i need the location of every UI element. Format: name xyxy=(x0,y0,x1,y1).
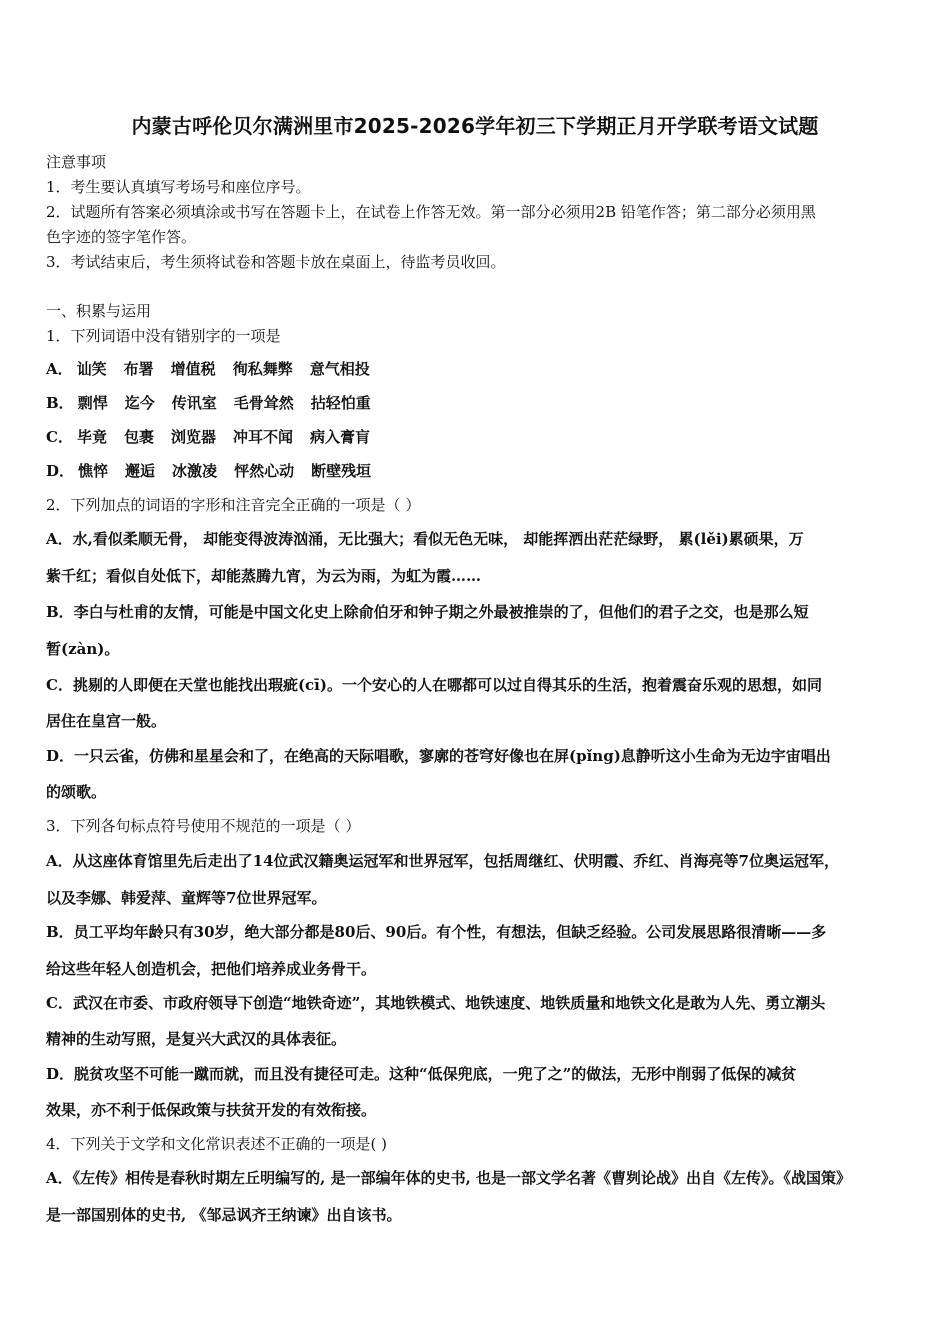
option-label: B． xyxy=(46,394,74,412)
notice-heading: 注意事项 xyxy=(46,153,107,171)
section-heading: 一、积累与运用 xyxy=(46,302,152,320)
word: 迄今 xyxy=(124,394,155,412)
question-1-stem: 1．下列词语中没有错别字的一项是 xyxy=(46,327,281,345)
notice-item-2: 2．试题所有答案必须填涂或书写在答题卡上，在试卷上作答无效。第一部分必须用2B 铅笔作答；第二部分必须用黑 xyxy=(46,203,816,221)
notice-item-3: 3．考试结束后，考生须将试卷和答题卡放在桌面上，待监考员收回。 xyxy=(46,253,506,271)
question-2-option-c-line1: C．挑剔的人即便在天堂也能找出瑕疵(cī)。一个安心的人在哪都可以过自得其乐的生活，抱着震奋乐观的思想，如同 xyxy=(46,676,822,694)
question-3-option-d-line2: 效果，亦不利于低保政策与扶贫开发的有效衔接。 xyxy=(46,1101,377,1119)
question-2-option-c-line2: 居住在皇宫一般。 xyxy=(46,712,167,730)
question-3-option-b-line2: 给这些年轻人创造机会，把他们培养成业务骨干。 xyxy=(46,960,377,978)
question-2-option-b-line2: 暂(zàn)。 xyxy=(46,640,120,658)
question-2-option-a-line1: A．水,看似柔顺无骨， 却能变得波涛汹涌，无比强大；看似无色无味， 却能挥洒出茫茫绿野， 累(lěi)累硕果，万 xyxy=(46,530,804,548)
question-1-option-d xyxy=(46,461,908,481)
question-2-option-a-line2: 紫千红；看似自处低下，却能蒸腾九宵，为云为雨，为虹为霞…… xyxy=(46,567,482,585)
word: 传讯室 xyxy=(171,394,217,412)
word: 布署 xyxy=(123,360,154,378)
word: 毕竟 xyxy=(76,428,107,446)
word: 怦然心动 xyxy=(234,462,295,480)
word: 憔悴 xyxy=(78,462,109,480)
word: 剽悍 xyxy=(77,394,108,412)
option-label: A． xyxy=(46,360,73,378)
question-3-option-a-line2: 以及李娜、韩爱萍、童辉等7位世界冠军。 xyxy=(46,889,327,907)
question-2-option-d-line2: 的颂歌。 xyxy=(46,783,107,801)
word: 讪笑 xyxy=(76,360,107,378)
question-2-option-d-line1: D．一只云雀，仿佛和星星会和了，在绝高的天际唱歌，寥廓的苍穹好像也在屏(pǐng)息静听这小生命为无边宇宙唱出 xyxy=(46,747,831,765)
word: 浏览器 xyxy=(170,428,216,446)
question-4-option-a-line1: A．《左传》相传是春秋时期左丘明编写的, 是一部编年体的史书, 也是一部文学名著《曹刿论战》出自《左传》。《战国策》 xyxy=(46,1169,852,1187)
option-label: D． xyxy=(46,462,75,480)
word: 意气相投 xyxy=(309,360,370,378)
word: 断壁残垣 xyxy=(311,462,372,480)
word: 毛骨耸然 xyxy=(233,394,294,412)
question-1-option-b xyxy=(46,393,908,413)
question-3-option-c-line1: C．武汉在市委、市政府领导下创造“地铁奇迹”，其地铁模式、地铁速度、地铁质量和地铁文化是敢为人先、勇立潮头 xyxy=(46,994,826,1012)
word: 冰激凌 xyxy=(172,462,218,480)
word: 徇私舞弊 xyxy=(232,360,293,378)
notice-item-1: 1．考生要认真填写考场号和座位序号。 xyxy=(46,178,311,196)
question-2-stem: 2．下列加点的词语的字形和注音完全正确的一项是（ ） xyxy=(46,496,421,514)
exam-title: 内蒙古呼伦贝尔满洲里市2025-2026学年初三下学期正月开学联考语文试题 xyxy=(131,114,819,138)
word: 包裹 xyxy=(123,428,154,446)
word: 拈轻怕重 xyxy=(310,394,371,412)
word: 增值税 xyxy=(170,360,216,378)
question-4-stem: 4．下列关于文学和文化常识表述不正确的一项是( ) xyxy=(46,1135,388,1153)
question-3-option-b-line1: B．员工平均年龄只有30岁，绝大部分都是80后、90后。有个性，有想法，但缺乏经验。公司发展思路很清晰——多 xyxy=(46,923,827,941)
question-1-option-c xyxy=(46,427,908,447)
question-1-option-a xyxy=(46,359,908,379)
word: 邂逅 xyxy=(125,462,156,480)
word: 病入膏肓 xyxy=(310,428,371,446)
question-3-stem: 3．下列各句标点符号使用不规范的一项是（ ） xyxy=(46,817,361,835)
question-2-option-b-line1: B．李白与杜甫的友情，可能是中国文化史上除俞伯牙和钟子期之外最被推崇的了，但他们的君子之交，也是那么短 xyxy=(46,603,809,621)
question-4-option-a-line2: 是一部国别体的史书, 《邹忌讽齐王纳谏》出自该书。 xyxy=(46,1206,402,1224)
word: 冲耳不闻 xyxy=(233,428,294,446)
question-3-option-d-line1: D．脱贫攻坚不可能一蹴而就，而且没有捷径可走。这种“低保兜底，一兜了之”的做法，无形中削弱了低保的减贫 xyxy=(46,1065,797,1083)
question-3-option-a-line1: A．从这座体育馆里先后走出了14位武汉籍奥运冠军和世界冠军，包括周继红、伏明霞、乔红、肖海亮等7位奥运冠军， xyxy=(46,852,839,870)
question-3-option-c-line2: 精神的生动写照，是复兴大武汉的具体表征。 xyxy=(46,1030,347,1048)
option-label: C． xyxy=(46,428,73,446)
notice-item-2-cont: 色字迹的签字笔作答。 xyxy=(46,228,197,246)
